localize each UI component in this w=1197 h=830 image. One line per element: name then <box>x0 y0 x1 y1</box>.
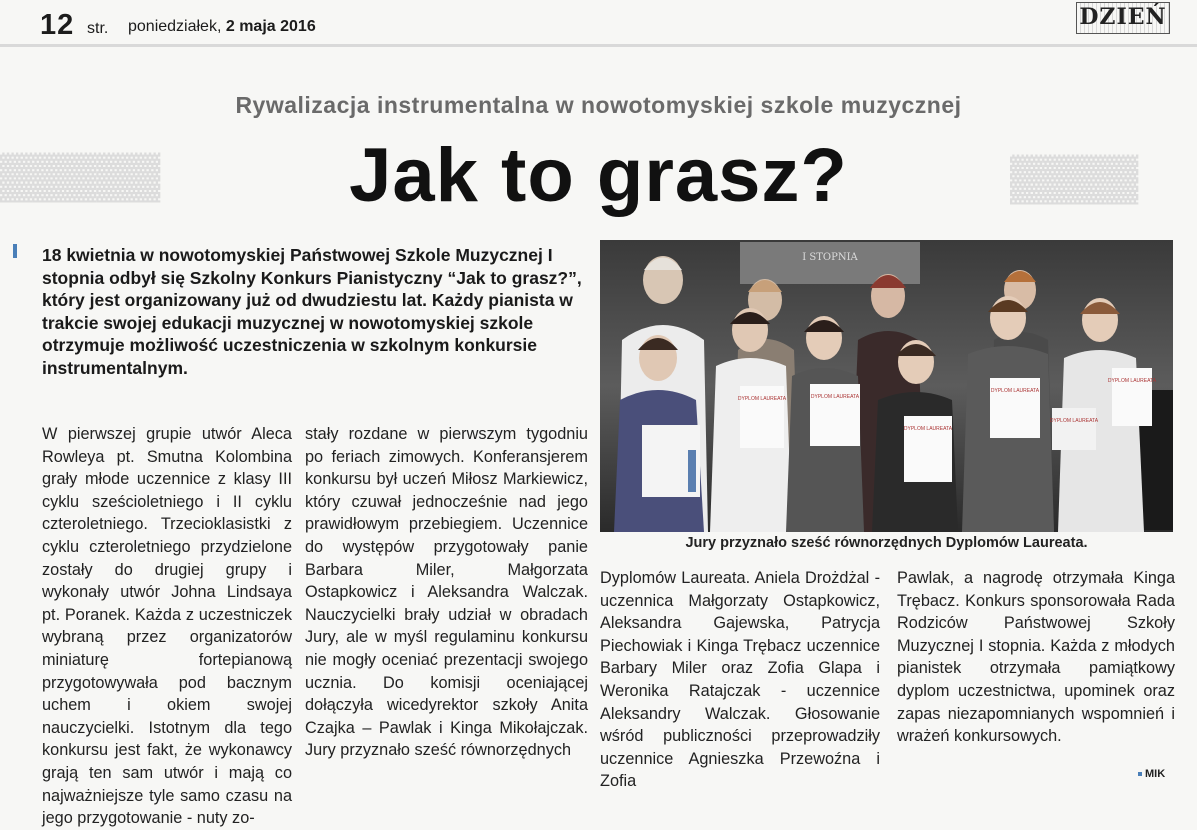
column-text: W pierwszej grupie utwór Aleca Rowleya pt. Smutna Kolombina grały młode uczennice z klasy III cyklu sześcioletniego i II cyklu czteroletniego. Trzecioklasistki z cyklu czteroletniego przydzielone zostały do drugiej grupy i wykonały utwór Johna Lindsaya pt. Poranek. Każda z uczestniczek wybraną przez organizatorów miniaturę fortepianową przygotowywała pod bacznym uchem i okiem swojej nauczycielki. Istotnym dla tego konkursu jest fakt, że wykonawcy grają ten sam utwór i mają co najważniejsze tyle samo czasu na jego przygotowanie - nuty zo- <box>42 425 292 828</box>
article-column-3 <box>600 567 880 793</box>
header-rule <box>0 44 1197 47</box>
issue-day: poniedziałek, <box>128 18 222 35</box>
column-text: stały rozdane w pierwszym tygodniu po feriach zimowych. Konferansjerem konkursu był uczeń Miłosz Markiewicz, który czuwał jednocześnie nad jego prawidłowym przebiegiem. Uczennice do występów przygotowały panie Barbara Miler, Małgorzata Ostapkowicz i Aleksandra Walczak. Nauczycielki brały udział w obradach Jury, ale w myśl regulaminu konkursu nie mogły oceniać prezentacji swojego ucznia. Do komisji oceniającej dołączyła wicedyrektor szkoły Anita Czajka – Pawlak i Kinga Mikołajczak. Jury przyznało sześć równorzędnych <box>305 425 588 760</box>
diploma-label: DYPLOM LAUREATA <box>903 426 953 432</box>
article-column-1 <box>42 423 292 830</box>
byline-marker <box>1138 772 1142 776</box>
column-text: Pawlak, a nagrodę otrzymała Kinga Trębacz. Konkurs sponsorowała Rada Rodziców Państwowej Szkoły Muzycznej I stopnia. Każda z młodych pianistek otrzymała pamiątkowy dyplom uczestnictwa, upominek oraz zapas niezapomnianych wspomnień i wrażeń konkursowych. <box>897 569 1175 746</box>
article-headline: Jak to grasz? <box>349 133 848 218</box>
page-number: 12 <box>40 9 75 41</box>
diploma-label: DYPLOM LAUREATA <box>1107 378 1157 384</box>
author-byline <box>1138 768 1165 780</box>
page-label: str. <box>87 20 109 37</box>
photo-caption: Jury przyznało sześć równorzędnych Dyplomów Laureata. <box>685 535 1088 551</box>
lead-marker <box>13 244 17 258</box>
bleed-through: ▓▓▓▓▓ <box>0 150 161 199</box>
column-text: Dyplomów Laureata. Aniela Drożdżal - uczennica Małgorzaty Ostapkowicz, Aleksandra Gajewska, Patrycja Piechowiak i Kinga Trębacz uczennice Barbary Miler oraz Zofia Glapa i Weronika Ratajczak - uczennice Aleksandry Walczak. Głosowanie wśród publiczności przeprowadziły uczennice Agnieszka Przewoźna i Zofia <box>600 569 880 791</box>
photo-banner-text: I STOPNIA <box>802 252 858 263</box>
author-initials: MIK <box>1145 768 1166 780</box>
photo-illustration <box>600 240 1173 532</box>
page-header <box>0 0 1197 46</box>
diploma-label: DYPLOM LAUREATA <box>990 388 1040 394</box>
bleed-through: ▓▓▓▓ <box>1010 152 1139 201</box>
newspaper-logo: DZIEŃ <box>1076 2 1170 34</box>
diploma-label: DYPLOM LAUREATA <box>810 394 860 400</box>
article-kicker: Rywalizacja instrumentalna w nowotomyskiej szkole muzycznej <box>235 92 962 118</box>
diploma-label: DYPLOM LAUREATA <box>1049 418 1099 424</box>
article-lead: 18 kwietnia w nowotomyskiej Państwowej Szkole Muzycznej I stopnia odbył się Szkolny Konkurs Pianistyczny “Jak to grasz?”, który jest organizowany już od dwudziestu lat. Każdy pianista w trakcie swojej edukacji muzycznej w nowotomyskiej szkole otrzymuje możliwość uczestniczenia w szkolnym konkursie instrumentalnym. <box>42 245 582 378</box>
article-column-2 <box>305 423 588 762</box>
article-column-4 <box>897 567 1175 748</box>
article-photo <box>600 240 1173 532</box>
issue-date-value: 2 maja 2016 <box>225 18 316 35</box>
issue-date <box>128 18 316 36</box>
diploma-label: DYPLOM LAUREATA <box>737 396 787 402</box>
